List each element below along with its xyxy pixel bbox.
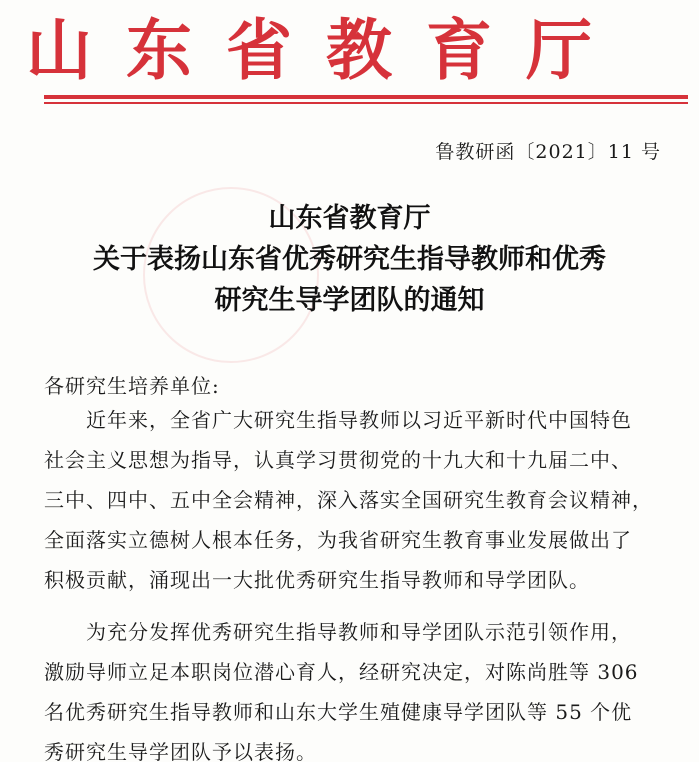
notice-title-line: 研究生导学团队的通知 xyxy=(214,285,485,316)
paragraph-line: 秀研究生导学团队予以表扬。 xyxy=(44,740,317,762)
letterhead-rule-thin xyxy=(44,102,688,104)
letterhead-rule-thick xyxy=(44,95,688,99)
salutation: 各研究生培养单位: xyxy=(44,374,220,398)
paragraph-line: 全面落实立德树人根本任务，为我省研究生教育事业发展做出了 xyxy=(44,528,632,552)
body-paragraph xyxy=(44,400,684,600)
notice-title xyxy=(20,198,679,321)
paragraph-line: 积极贡献，涌现出一大批优秀研究生指导教师和导学团队。 xyxy=(44,568,590,592)
paragraph-line: 三中、四中、五中全会精神，深入落实全国研究生教育会议精神， xyxy=(44,488,653,512)
letterhead-title: 山东省教育厅 xyxy=(26,11,626,89)
notice-title-line: 山东省教育厅 xyxy=(268,203,431,234)
paragraph-line: 社会主义思想为指导，认真学习贯彻党的十九大和十九届二中、 xyxy=(44,448,632,472)
paragraph-line: 为充分发挥优秀研究生指导教师和导学团队示范引领作用， xyxy=(86,620,632,644)
paragraph-line: 激励导师立足本职岗位潜心育人，经研究决定，对陈尚胜等 306 xyxy=(44,660,639,684)
paragraph-line: 名优秀研究生指导教师和山东大学生殖健康导学团队等 55 个优 xyxy=(44,700,633,724)
paragraph-line: 近年来，全省广大研究生指导教师以习近平新时代中国特色 xyxy=(86,408,632,432)
document-number: 鲁教研函〔2021〕11 号 xyxy=(435,141,661,163)
notice-title-line: 关于表扬山东省优秀研究生指导教师和优秀 xyxy=(93,244,606,275)
body-paragraph xyxy=(44,612,684,762)
